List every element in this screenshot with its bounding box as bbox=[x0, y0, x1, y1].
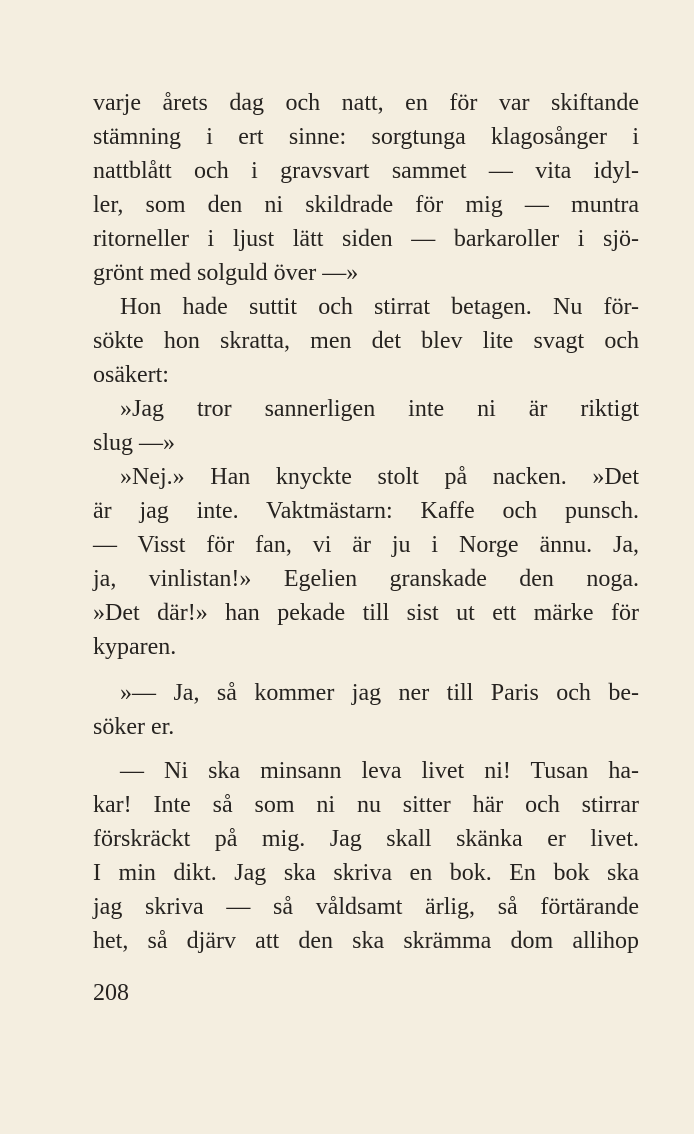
paragraph-first-line: »Jag tror sannerligen inte ni är riktigt bbox=[120, 396, 639, 422]
text-line: varje årets dag och natt, en för var skiftande bbox=[93, 90, 639, 116]
text-line: — Visst för fan, vi är ju i Norge ännu. Ja, bbox=[93, 532, 639, 558]
text-line: nattblått och i gravsvart sammet — vita idyl- bbox=[93, 158, 639, 184]
paragraph-first-line: — Ni ska minsann leva livet ni! Tusan ha- bbox=[120, 758, 639, 784]
paragraph-first-line: »Nej.» Han knyckte stolt på nacken. »Det bbox=[120, 464, 639, 490]
text-line: är jag inte. Vaktmästarn: Kaffe och punsch. bbox=[93, 498, 639, 524]
text-line: kyparen. bbox=[93, 634, 177, 660]
text-line: grönt med solguld över —» bbox=[93, 260, 359, 286]
text-line: ritorneller i ljust lätt siden — barkaroller i sjö- bbox=[93, 226, 639, 252]
text-line: söker er. bbox=[93, 714, 175, 740]
text-line: osäkert: bbox=[93, 362, 169, 388]
text-line: het, så djärv att den ska skrämma dom allihop bbox=[93, 928, 639, 954]
text-line: »Det där!» han pekade till sist ut ett märke för bbox=[93, 600, 639, 626]
paragraph-first-line: Hon hade suttit och stirrat betagen. Nu för- bbox=[120, 294, 639, 320]
text-line: stämning i ert sinne: sorgtunga klagosånger i bbox=[93, 124, 639, 150]
text-line: kar! Inte så som ni nu sitter här och stirrar bbox=[93, 792, 639, 818]
text-line: jag skriva — så våldsamt ärlig, så förtärande bbox=[93, 894, 639, 920]
text-line: sökte hon skratta, men det blev lite svagt och bbox=[93, 328, 639, 354]
text-line: slug —» bbox=[93, 430, 176, 456]
text-line: I min dikt. Jag ska skriva en bok. En bok ska bbox=[93, 860, 639, 886]
text-line: ler, som den ni skildrade för mig — muntra bbox=[93, 192, 639, 218]
paragraph-first-line: »— Ja, så kommer jag ner till Paris och be- bbox=[120, 680, 639, 706]
page-number: 208 bbox=[93, 980, 129, 1006]
text-line: ja, vinlistan!» Egelien granskade den noga. bbox=[93, 566, 639, 592]
text-line: förskräckt på mig. Jag skall skänka er livet. bbox=[93, 826, 639, 852]
